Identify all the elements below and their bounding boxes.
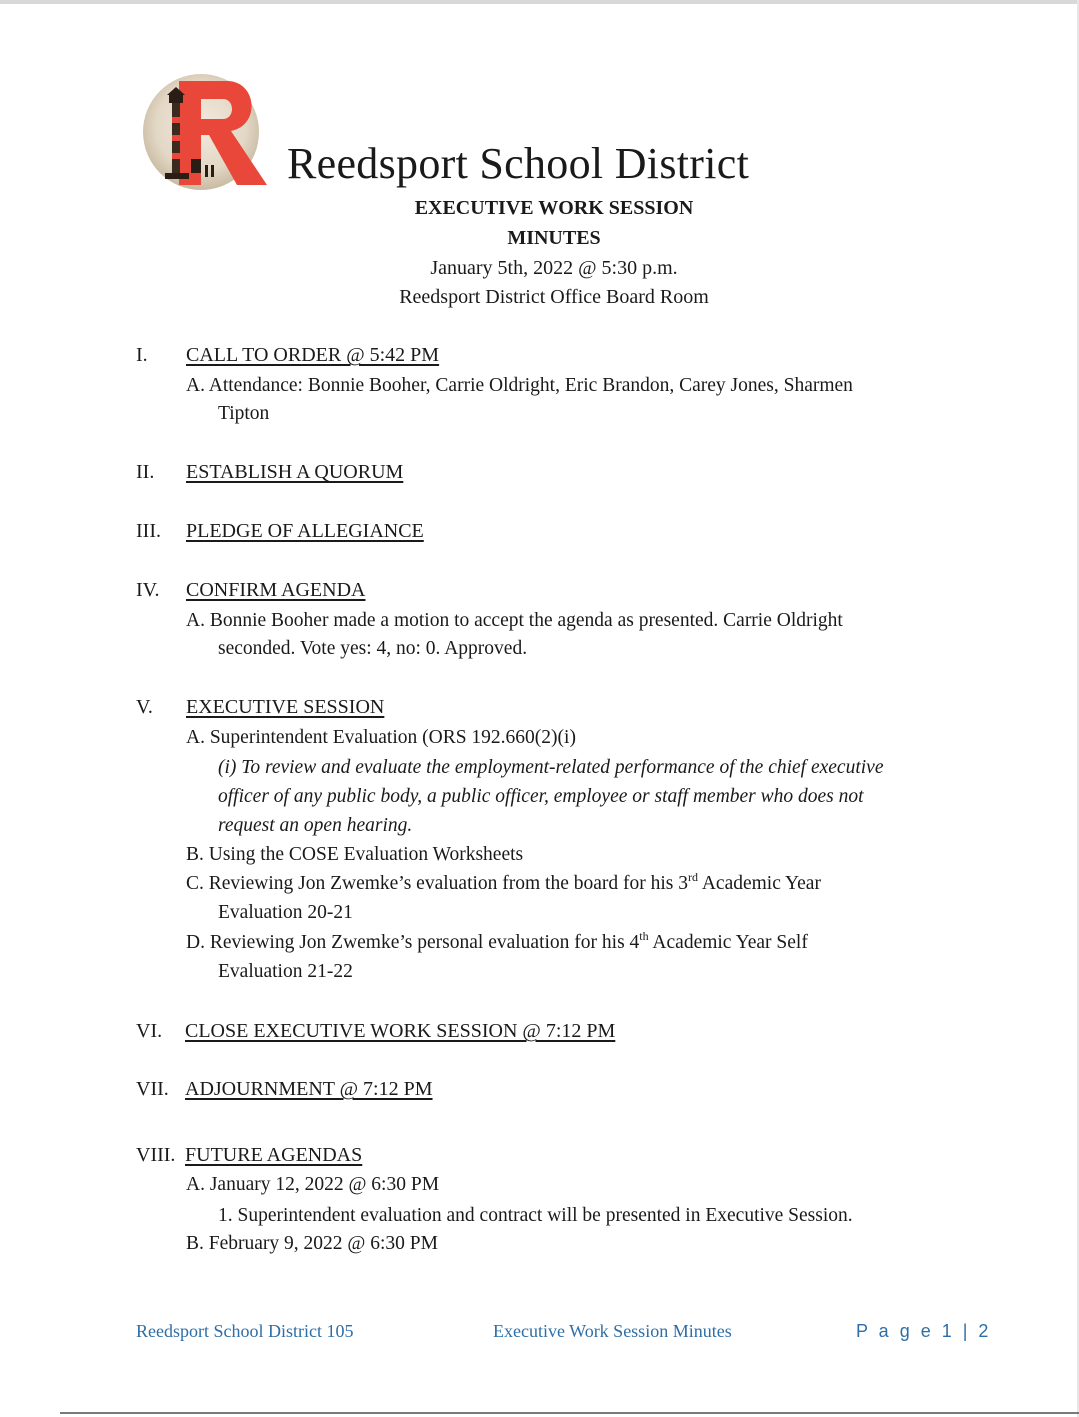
section-numeral: V.	[136, 696, 153, 718]
ors-quote-line-2: officer of any public body, a public officer, employee or staff member who does not	[218, 786, 864, 807]
ors-quote-line-3: request an open hearing.	[218, 815, 413, 836]
district-name: Reedsport School District	[287, 139, 750, 188]
ordinal-suffix: th	[639, 929, 649, 943]
section-title: CALL TO ORDER @ 5:42 PM	[186, 344, 440, 366]
section-numeral: II.	[136, 461, 155, 483]
item-board-evaluation	[186, 870, 821, 895]
ordinal-suffix: rd	[688, 870, 699, 884]
item-text: Academic Year	[698, 873, 821, 894]
item-board-evaluation-line-2: Evaluation 20-21	[218, 902, 353, 923]
agenda-motion-line-1: A. Bonnie Booher made a motion to accept the agenda as presented. Carrie Oldright	[186, 610, 843, 631]
footer-title: Executive Work Session Minutes	[493, 1321, 732, 1341]
meeting-location: Reedsport District Office Board Room	[399, 286, 709, 308]
scan-edge-top	[0, 0, 1079, 4]
scan-edge-bottom	[60, 1412, 1079, 1414]
section-title: CLOSE EXECUTIVE WORK SESSION @ 7:12 PM	[185, 1020, 616, 1042]
item-text: C. Reviewing Jon Zwemke’s evaluation from the board for his 3	[186, 873, 689, 894]
section-title: CONFIRM AGENDA	[186, 579, 366, 601]
section-title: ESTABLISH A QUORUM	[186, 461, 404, 483]
item-text: Academic Year Self	[648, 932, 808, 953]
section-numeral: VIII.	[136, 1144, 176, 1166]
section-title: FUTURE AGENDAS	[185, 1144, 363, 1166]
future-agenda-january-note: 1. Superintendent evaluation and contract will be presented in Executive Session.	[218, 1205, 853, 1226]
future-agenda-january: A. January 12, 2022 @ 6:30 PM	[186, 1174, 440, 1195]
item-text: D. Reviewing Jon Zwemke’s personal evaluation for his 4	[186, 932, 640, 953]
item-self-evaluation	[186, 929, 808, 954]
attendance-line-2: Tipton	[218, 403, 270, 424]
doc-type-heading: MINUTES	[507, 227, 601, 249]
section-numeral: VI.	[136, 1020, 163, 1042]
item-cose-worksheets: B. Using the COSE Evaluation Worksheets	[186, 844, 524, 865]
ors-quote-line-1: (i) To review and evaluate the employment-related performance of the chief executive	[218, 757, 884, 778]
footer-district: Reedsport School District 105	[136, 1321, 354, 1341]
section-numeral: III.	[136, 520, 161, 542]
attendance-line-1: A. Attendance: Bonnie Booher, Carrie Oldright, Eric Brandon, Carey Jones, Sharmen	[186, 375, 853, 396]
section-numeral: IV.	[136, 579, 160, 601]
session-title: EXECUTIVE WORK SESSION	[414, 197, 694, 219]
item-self-evaluation-line-2: Evaluation 21-22	[218, 961, 353, 982]
district-logo	[139, 73, 271, 191]
section-title: EXECUTIVE SESSION	[186, 696, 385, 718]
meeting-date-time: January 5th, 2022 @ 5:30 p.m.	[430, 257, 678, 279]
future-agenda-february: B. February 9, 2022 @ 6:30 PM	[186, 1233, 438, 1254]
section-numeral: I.	[136, 344, 148, 366]
agenda-motion-line-2: seconded. Vote yes: 4, no: 0. Approved.	[218, 638, 528, 659]
section-numeral: VII.	[136, 1078, 169, 1100]
section-title: ADJOURNMENT @ 7:12 PM	[185, 1078, 433, 1100]
item-superintendent-evaluation: A. Superintendent Evaluation (ORS 192.660(2)(i)	[186, 727, 576, 748]
section-title: PLEDGE OF ALLEGIANCE	[186, 520, 424, 542]
footer-page-number: P a g e 1 | 2	[856, 1321, 992, 1341]
